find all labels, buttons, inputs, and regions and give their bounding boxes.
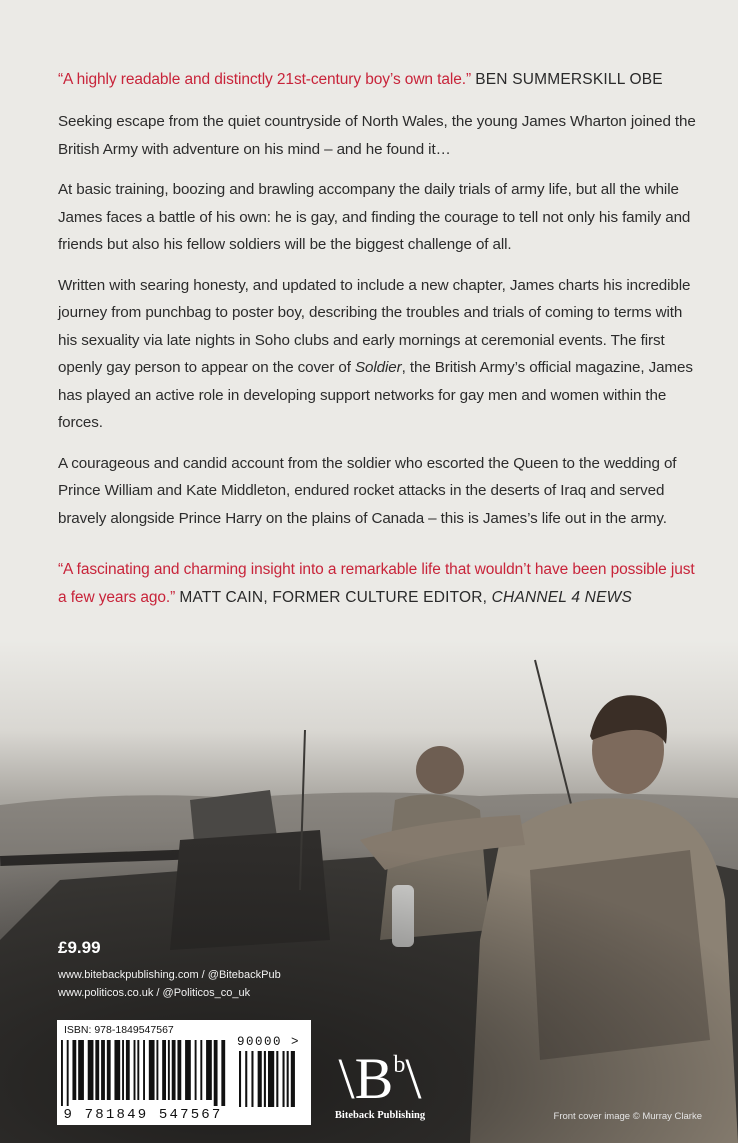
barcode-bar (134, 1040, 136, 1100)
paragraph-training: At basic training, boozing and brawling accompany the daily trials of army life, but all the while James faces a battle of his own: he is gay, and finding the courage to tell not only his family and friends but also his fellow soldiers will be the biggest challenge of all. (58, 181, 691, 253)
barcode-bar (172, 1040, 176, 1100)
barcode-bar (245, 1051, 247, 1107)
bottom-quote-attribution: MATT CAIN, FORMER CULTURE EDITOR, (179, 589, 492, 606)
barcode-bar (137, 1040, 139, 1100)
barcode-bar (276, 1051, 278, 1107)
publisher-mark (310, 1030, 450, 1114)
addon-barcode (239, 1051, 299, 1111)
barcode-bar (214, 1040, 218, 1106)
paragraph-journey (58, 272, 698, 437)
top-quote-attribution: BEN SUMMERSKILL OBE (475, 71, 663, 88)
barcode-bar (72, 1040, 76, 1100)
barcode-bar (149, 1040, 155, 1100)
barcode-box (57, 1020, 311, 1125)
barcode-bar (107, 1040, 111, 1100)
web-links (58, 966, 281, 1002)
barcode-bar (95, 1040, 99, 1100)
addon-digits: 90000 > (237, 1035, 301, 1049)
publisher-mark-left: \B (338, 1046, 394, 1111)
photo-credit: Front cover image © Murray Clarke (553, 1111, 702, 1122)
barcode-bar (283, 1051, 285, 1107)
barcode-bar (291, 1051, 295, 1107)
barcode-bar (162, 1040, 166, 1100)
top-quote (58, 66, 698, 94)
barcode-bar (114, 1040, 120, 1100)
top-quote-text: “A highly readable and distinctly 21st-century boy’s own tale.” (58, 71, 472, 88)
bottom-quote-publication: CHANNEL 4 NEWS (491, 589, 632, 606)
magazine-title: Soldier (355, 359, 402, 376)
barcode-bar (88, 1040, 94, 1100)
publisher-name: Biteback Publishing (334, 1110, 426, 1121)
barcode-bar (185, 1040, 191, 1100)
barcode-bar (126, 1040, 130, 1100)
publisher-mark-sup: b (393, 1052, 406, 1078)
paragraph-escape: Seeking escape from the quiet countryside of North Wales, the young James Wharton joined the British Army with adventure on his mind – and he found it… (58, 113, 696, 158)
barcode-bar (268, 1051, 274, 1107)
barcode-bar (195, 1040, 197, 1100)
barcode-bar (156, 1040, 158, 1100)
barcode-bar (122, 1040, 124, 1100)
barcode-bar (251, 1051, 253, 1107)
web-link-politicos[interactable]: www.politicos.co.uk / @Politicos_co_uk (58, 987, 251, 999)
barcode-bar (258, 1051, 262, 1107)
barcode-bar (168, 1040, 170, 1100)
barcode-bar (221, 1040, 225, 1106)
price: £9.99 (58, 938, 101, 957)
barcode-bar (78, 1040, 84, 1100)
barcode-bar (239, 1051, 241, 1107)
ean-digits: 9 781849 547567 (63, 1107, 223, 1123)
paragraph-journey-after: , the British Army’s official magazine, James has played an active role in developing support networks for gay men and women within the forces. (58, 359, 693, 431)
barcode-bar (67, 1040, 69, 1106)
isbn-label: ISBN: 978-1849547567 (64, 1024, 174, 1036)
paragraph-account: A courageous and candid account from the soldier who escorted the Queen to the wedding of Prince William and Kate Middleton, endured rocket attacks in the deserts of Iraq and served bravely alongside Prince Harry on the plains of Canada – this is James’s life out in the army. (58, 454, 677, 527)
publisher-mark-right: \ (405, 1046, 422, 1111)
ean-barcode (61, 1040, 233, 1106)
barcode-bar (143, 1040, 145, 1100)
soldier-back-head (416, 746, 464, 794)
barcode-bar (177, 1040, 181, 1100)
paragraph-journey-before: Written with searing honesty, and updated to include a new chapter, James charts his incredible journey from punchbag to poster boy, describing the troubles and trials of coming to terms with his sexuality via late nights in Soho clubs and early mornings at ceremonial events. The first openly gay person to appear on the cover of (58, 276, 691, 376)
bottom-quote-text: “A fascinating and charming insight into a remarkable life that wouldn’t have been possible just a few years ago.” (58, 561, 695, 606)
barcode-bar (200, 1040, 202, 1100)
barcode-bar (287, 1051, 289, 1107)
barcode-bar (206, 1040, 212, 1100)
barcode-bar (101, 1040, 105, 1100)
web-link-biteback[interactable]: www.bitebackpublishing.com / @BitebackPub (58, 969, 281, 981)
publisher-logo (310, 1030, 450, 1130)
blurb-text (58, 66, 698, 626)
barcode-bar (264, 1051, 266, 1107)
barcode-bar (61, 1040, 63, 1106)
bottom-quote (58, 556, 698, 612)
